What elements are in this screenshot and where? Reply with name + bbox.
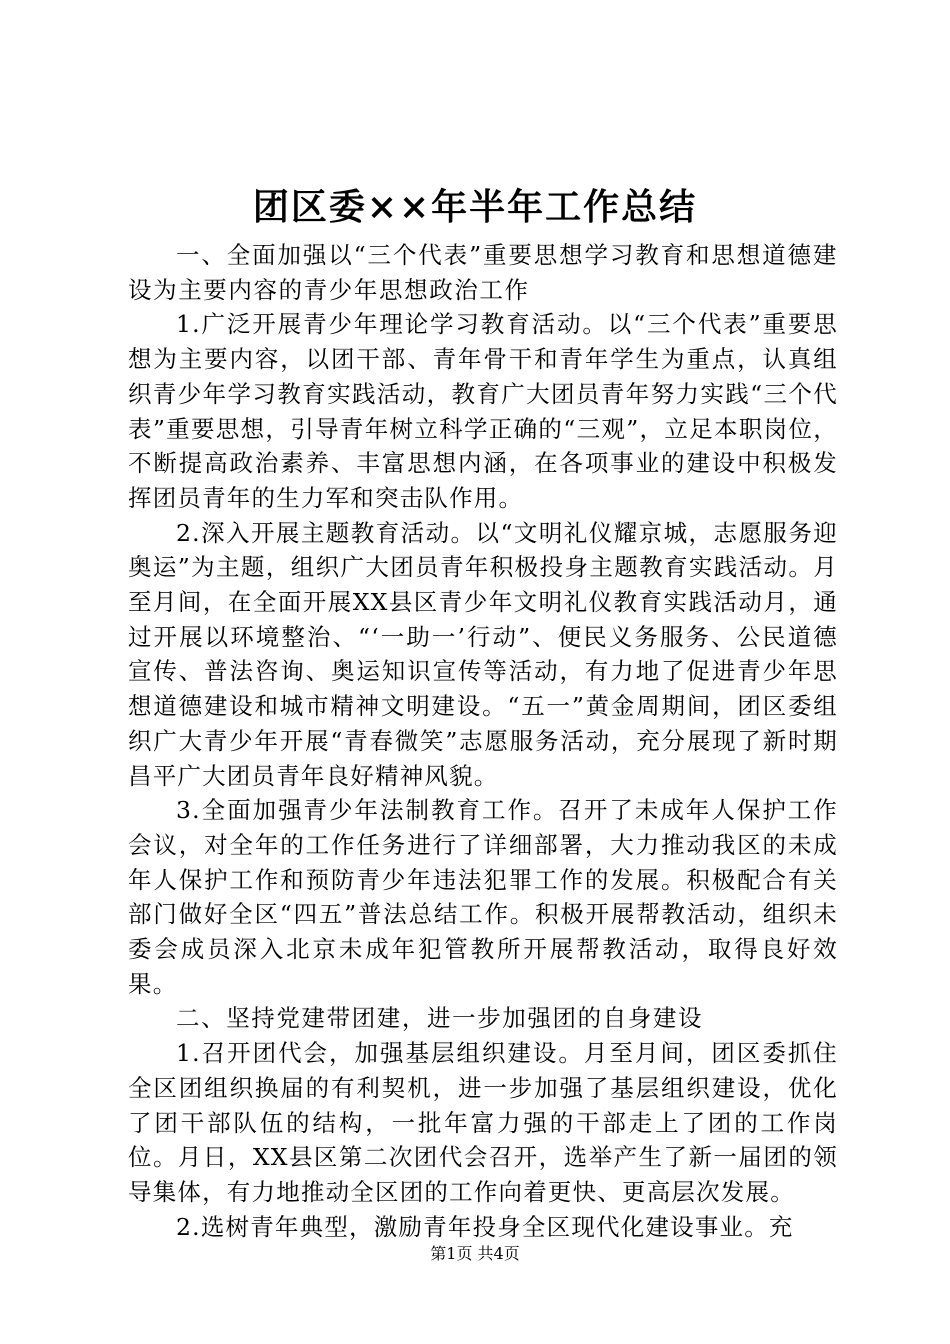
paragraph-1-2: 2.深入开展主题教育活动。以“文明礼仪耀京城，志愿服务迎奥运”为主题，组织广大团员青年积极投身主题教育实践活动。月至月间，在全面开展XX县区青少年文明礼仪教育实践活动月，通过开展以环境整治、“‘一助一’行动”、便民义务服务、公民道德宣传、普法咨询、奥运知识宣传等活动，有力地了促进青少年思想道德建设和城市精神文明建设。“五一”黄金周期间，团区委组织广大青少年开展“青春微笑”志愿服务活动，充分展现了新时期昌平广大团员青年良好精神风貌。 <box>128 518 838 790</box>
paragraph-1-1: 1.广泛开展青少年理论学习教育活动。以“三个代表”重要思想为主要内容，以团干部、青年骨干和青年学生为重点，认真组织青少年学习教育实践活动，教育广大团员青年努力实践“三个代表”重要思想，引导青年树立科学正确的“三观”，立足本职岗位，不断提高政治素养、丰富思想内涵，在各项事业的建设中积极发挥团员青年的生力军和突击队作用。 <box>128 310 838 512</box>
paragraph-2-1: 1.召开团代会，加强基层组织建设。月至月间，团区委抓住全区团组织换届的有利契机，进一步加强了基层组织建设，优化了团干部队伍的结构，一批年富力强的干部走上了团的工作岗位。月日，XX县区第二次团代会召开，选举产生了新一届团的领导集体，有力地推动全区团的工作向着更快、更高层次发展。 <box>128 1039 838 1206</box>
document-body <box>128 238 838 1244</box>
page-footer: 第1页 共4页 <box>430 1244 520 1263</box>
paragraph-1-3: 3.全面加强青少年法制教育工作。召开了未成年人保护工作会议，对全年的工作任务进行了详细部署，大力推动我区的未成年人保护工作和预防青少年违法犯罪工作的发展。积极配合有关部门做好全区“四五”普法总结工作。积极开展帮教活动，组织未委会成员深入北京未成年犯管教所开展帮教活动，取得良好效果。 <box>128 796 838 998</box>
section-heading-1: 一、全面加强以“三个代表”重要思想学习教育和思想道德建设为主要内容的青少年思想政治工作 <box>128 241 838 304</box>
document-title: 团区委××年半年工作总结 <box>252 186 698 228</box>
section-heading-2: 二、坚持党建带团建，进一步加强团的自身建设 <box>176 1004 704 1033</box>
paragraph-2-2: 2.选树青年典型，激励青年投身全区现代化建设事业。充 <box>176 1212 794 1241</box>
